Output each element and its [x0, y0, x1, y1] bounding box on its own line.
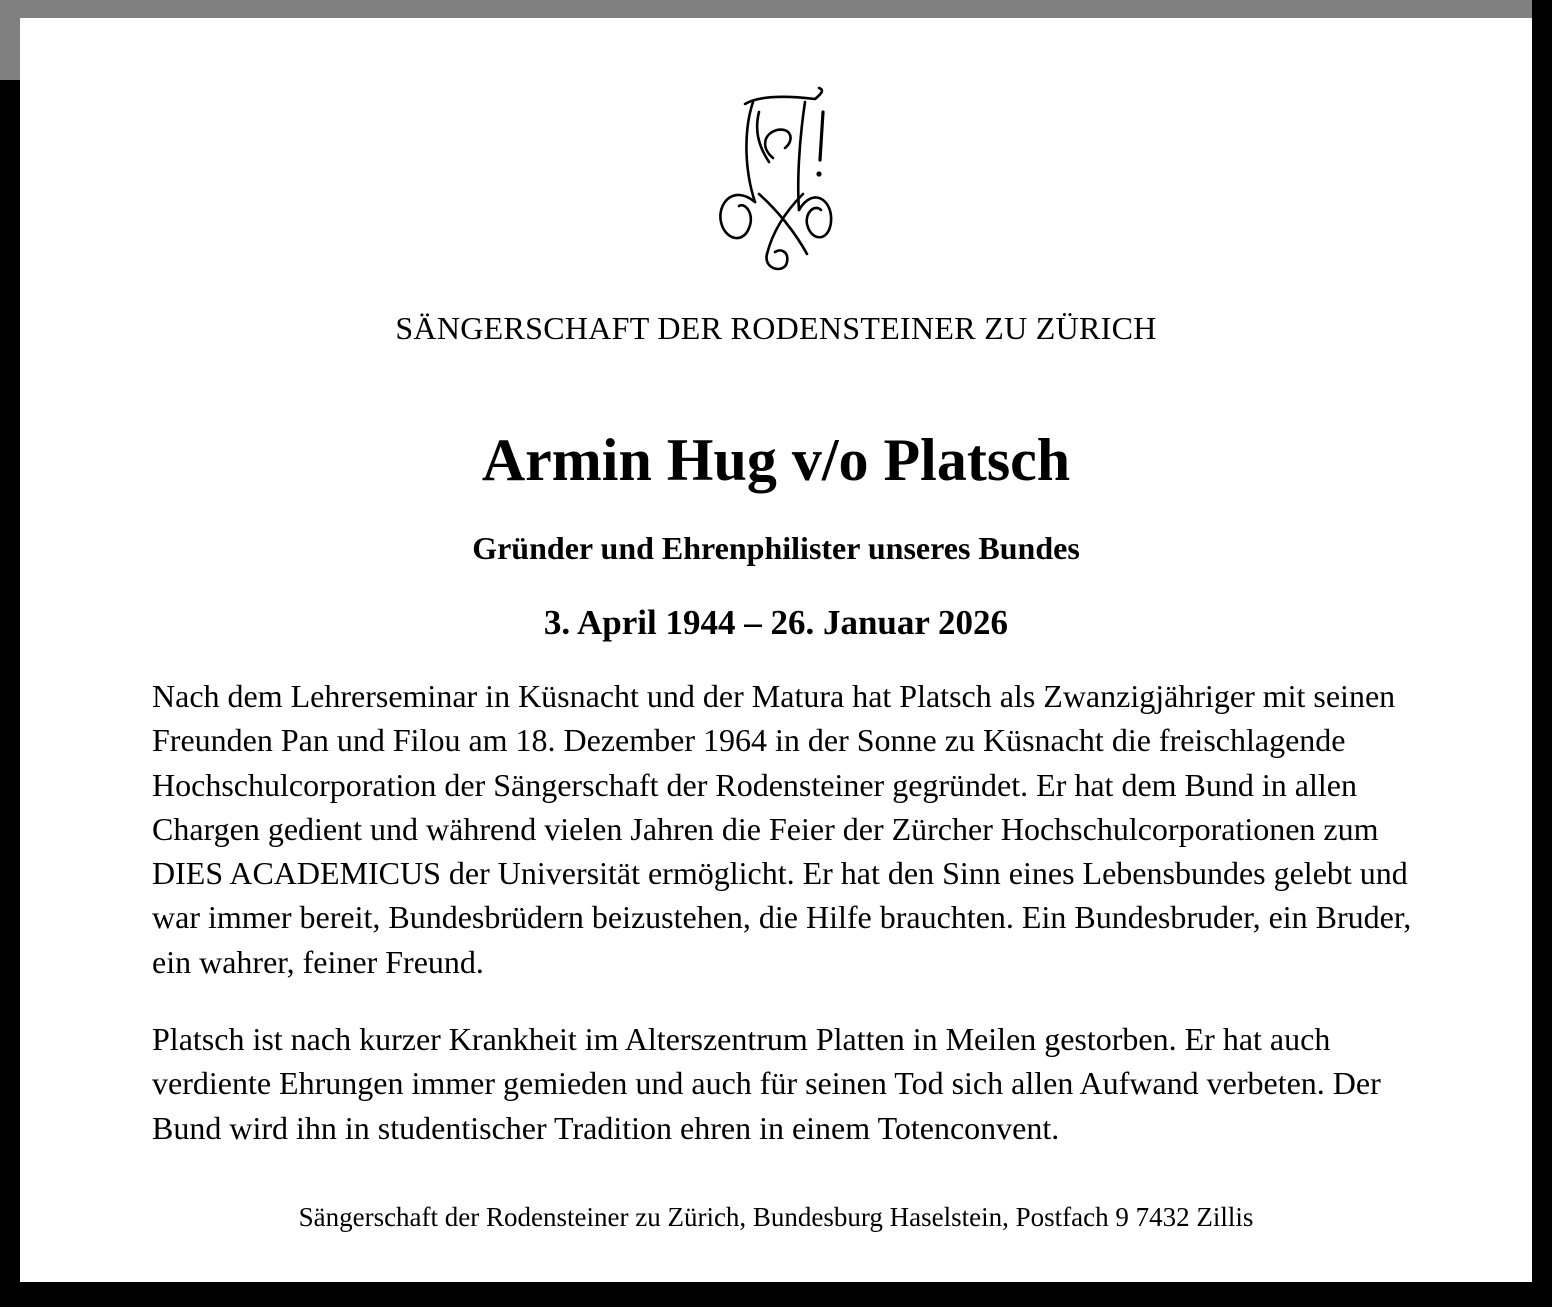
organization-heading: SÄNGERSCHAFT DER RODENSTEINER ZU ZÜRICH — [395, 310, 1157, 346]
window-top-bar — [0, 0, 1532, 18]
window-bottom-edge — [20, 1282, 1532, 1307]
deceased-role: Gründer und Ehrenphilister unseres Bundes — [472, 530, 1080, 566]
life-dates: 3. April 1944 – 26. Januar 2026 — [543, 603, 1009, 642]
window-right-edge — [1532, 0, 1552, 1307]
obituary-paragraph-2: Platsch ist nach kurzer Krankheit im Alterszentrum Platten in Meilen gestorben. Er hat auch verdiente Ehrungen immer gemieden und auch für seinen Tod sich allen Aufwand verbeten. Der Bund wird ihn in studentischer Tradition ehren in einem Totenconvent. — [152, 1021, 1381, 1146]
obituary-notice — [20, 18, 1532, 1282]
window-left-edge — [0, 18, 20, 80]
monogram-cipher-icon — [715, 82, 839, 274]
deceased-name: Armin Hug v/o Platsch — [481, 427, 1071, 493]
obituary-paragraph-1: Nach dem Lehrerseminar in Küsnacht und der Matura hat Platsch als Zwanzigjähriger mit seinen Freunden Pan und Filou am 18. Dezember 1964 in der Sonne zu Küsnacht die freischlagende Hochschulcorporation der Sängerschaft der Rodensteiner gegründet. Er hat dem Bund in allen Chargen gedient und während vielen Jahren die Feier der Zürcher Hochschulcorporationen zum DIES ACADEMICUS der Universität ermöglicht. Er hat den Sinn eines Lebensbundes gelebt und war immer bereit, Bundesbrüdern beizustehen, die Hilfe brauchten. Ein Bundesbruder, ein Bruder, ein wahrer, feiner Freund. — [152, 678, 1412, 980]
footer-address: Sängerschaft der Rodensteiner zu Zürich, Bundesburg Haselstein, Postfach 9 7432 Zillis — [298, 1202, 1254, 1232]
